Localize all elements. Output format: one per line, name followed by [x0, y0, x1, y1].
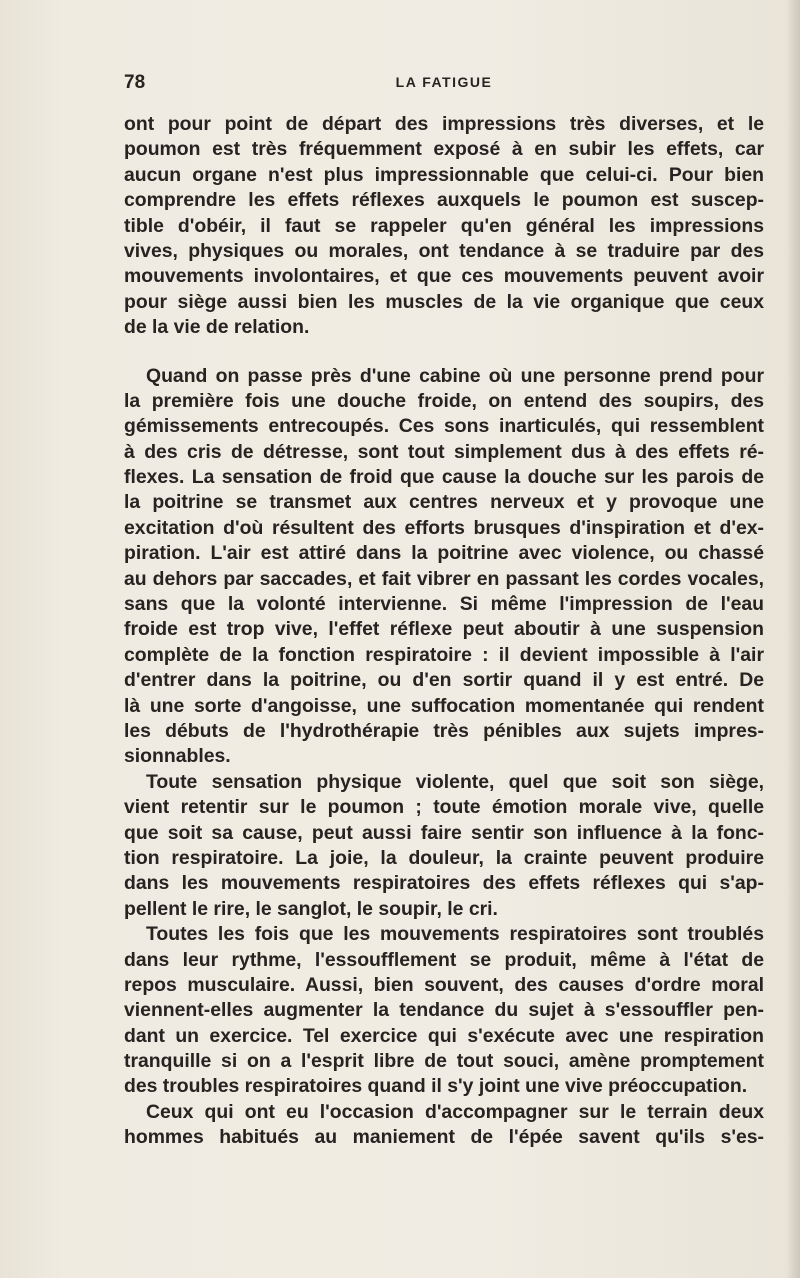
- text-line: mouvements involontaires, et que ces mouvements peuvent avoir: [124, 265, 764, 288]
- paragraph: [124, 922, 764, 1100]
- text-line: là une sorte d'angoisse, une suffocation momentanée qui rendent: [124, 694, 764, 717]
- text-line: dant un exercice. Tel exercice qui s'exécute avec une respiration: [124, 1024, 764, 1047]
- text-line: au dehors par saccades, et fait vibrer en passant les cordes vocales,: [124, 567, 764, 590]
- running-head: LA FATIGUE: [395, 74, 493, 90]
- text-line: sans que la volonté intervienne. Si même l'impression de l'eau: [124, 593, 764, 616]
- text-line: excitation d'où résultent des efforts brusques d'inspiration et d'ex-: [124, 516, 764, 539]
- text-line: la poitrine se transmet aux centres nerveux et y provoque une: [124, 491, 764, 514]
- text-line: Quand on passe près d'une cabine où une personne prend pour: [146, 364, 764, 387]
- text-line: d'entrer dans la poitrine, ou d'en sortir quand il y est entré. De: [124, 669, 764, 692]
- text-line: gémissements entrecoupés. Ces sons inarticulés, qui ressemblent: [124, 415, 764, 438]
- paragraph: [124, 1100, 764, 1151]
- text-line: des troubles respiratoires quand il s'y joint une vive préoccupation.: [124, 1075, 748, 1098]
- text-line: Toutes les fois que les mouvements respiratoires sont troublés: [146, 923, 764, 946]
- text-line: dans leur rythme, l'essoufflement se produit, même à l'état de: [124, 948, 764, 971]
- text-line: complète de la fonction respiratoire : il devient impossible à l'air: [124, 643, 764, 666]
- text-line: aucun organe n'est plus impressionnable que celui-ci. Pour bien: [124, 163, 764, 186]
- page-edge-shadow: [786, 0, 800, 1278]
- text-line: vives, physiques ou morales, ont tendance à se traduire par des: [124, 239, 764, 262]
- page-header: [124, 72, 764, 96]
- text-line: Ceux qui ont eu l'occasion d'accompagner sur le terrain deux: [146, 1100, 764, 1123]
- text-line: viennent-elles augmenter la tendance du sujet à s'essouffler pen-: [124, 999, 764, 1022]
- text-line: pour siège aussi bien les muscles de la vie organique que ceux: [124, 290, 764, 313]
- text-line: froide est trop vive, l'effet réflexe peut aboutir à une suspension: [124, 618, 764, 641]
- text-line: sionnables.: [124, 745, 231, 768]
- text-line: ont pour point de départ des impressions très diverses, et le: [124, 113, 764, 135]
- page-number: 78: [124, 72, 146, 93]
- text-line: de la vie de relation.: [124, 316, 310, 339]
- paragraph: [124, 112, 764, 341]
- text-line: repos musculaire. Aussi, bien souvent, des causes d'ordre moral: [124, 973, 764, 996]
- text-line: vient retentir sur le poumon ; toute émotion morale vive, quelle: [124, 796, 764, 819]
- text-line: tible d'obéir, il faut se rappeler qu'en général les impressions: [124, 214, 764, 237]
- text-line: les débuts de l'hydrothérapie très pénibles aux sujets impres-: [124, 719, 764, 742]
- paragraph: [124, 364, 764, 770]
- text-line: tion respiratoire. La joie, la douleur, la crainte peuvent produire: [124, 846, 764, 869]
- text-line: dans les mouvements respiratoires des effets réflexes qui s'ap-: [124, 872, 764, 895]
- text-line: pellent le rire, le sanglot, le soupir, le cri.: [124, 897, 498, 920]
- text-line: Toute sensation physique violente, quel que soit son siège,: [146, 770, 764, 793]
- text-line: piration. L'air est attiré dans la poitrine avec violence, ou chassé: [124, 542, 764, 565]
- text-line: comprendre les effets réflexes auxquels le poumon est suscep-: [124, 189, 764, 212]
- text-line: hommes habitués au maniement de l'épée savent qu'ils s'es-: [124, 1126, 764, 1149]
- body-text: [124, 112, 764, 1151]
- text-line: flexes. La sensation de froid que cause la douche sur les parois de: [124, 466, 764, 489]
- paragraph-gap: [124, 341, 764, 364]
- text-line: que soit sa cause, peut aussi faire sentir son influence à la fonc-: [124, 821, 764, 844]
- paragraph: [124, 770, 764, 922]
- text-line: poumon est très fréquemment exposé à en subir les effets, car: [124, 138, 764, 161]
- text-line: à des cris de détresse, sont tout simplement dus à des effets ré-: [124, 440, 764, 463]
- text-line: tranquille si on a l'esprit libre de tout souci, amène promptement: [124, 1050, 764, 1073]
- text-line: la première fois une douche froide, on entend des soupirs, des: [124, 389, 764, 412]
